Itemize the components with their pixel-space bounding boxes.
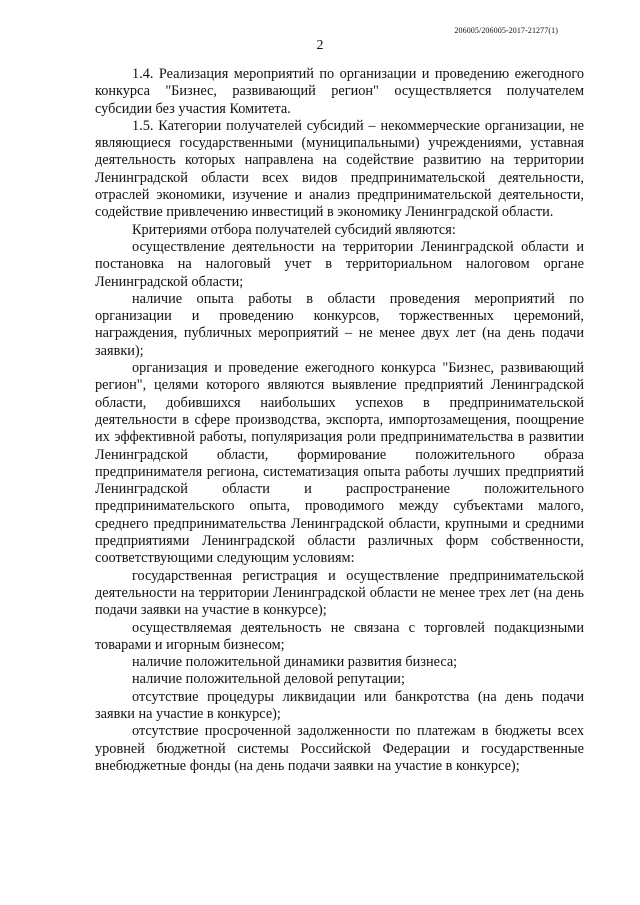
criterion-experience: наличие опыта работы в области проведения мероприятий по организации и проведению конкурсов, торжественных церемоний, награждения, публичных мероприятий – не менее двух лет (на день подачи заявки); — [95, 290, 584, 359]
condition-reputation: наличие положительной деловой репутации; — [132, 671, 405, 688]
criterion-contest-organization: организация и проведение ежегодного конкурса "Бизнес, развивающий регион", целями которого являются выявление предприятий Ленинградской области, добившихся наибольших успехов в предпринимательской деятельности в сфере производства, экспорта, импортозамещения, поощрение их эффективной работы, популяризация роли предпринимательства в развитии Ленинградской области, формирование положительного образа предпринимателя региона, систематизация опыта работы лучших предприятий Ленинградской области и распространение положительного предпринимательского опыта, проводимого между субъектами малого, среднего предпринимательства Ленинградской области, крупными и средними предприятиями Ленинградской области различных форм собственности, соответствующими следующим условиям: — [95, 360, 584, 567]
document-code: 206005/206005-2017-21277(1) — [454, 26, 558, 35]
condition-registration: государственная регистрация и осуществление предпринимательской деятельности на территории Ленинградской области не менее трех лет (на день подачи заявки на участие в конкурсе); — [95, 567, 584, 619]
condition-no-liquidation: отсутствие процедуры ликвидации или банкротства (на день подачи заявки на участие в конкурсе); — [95, 688, 584, 722]
selection-criteria-heading: Критериями отбора получателей субсидий являются: — [132, 221, 456, 238]
paragraph-1-5: 1.5. Категории получателей субсидий – некоммерческие организации, не являющиеся государственными (муниципальными) учреждениями, уставная деятельность которых направлена на содействие развитию на территории Ленинградской области всех видов предпринимательской деятельности, отраслей экономики, изучение и анализ предпринимательской деятельности, содействие привлечению инвестиций в экономику Ленинградской области. — [95, 117, 584, 221]
criterion-territory: осуществление деятельности на территории Ленинградской области и постановка на налоговый учет в территориальном налоговом органе Ленинградской области; — [95, 238, 584, 290]
page-number: 2 — [316, 38, 324, 53]
condition-business-growth: наличие положительной динамики развития бизнеса; — [132, 654, 458, 671]
paragraph-1-4: 1.4. Реализация мероприятий по организации и проведению ежегодного конкурса "Бизнес, развивающий регион" осуществляется получателем субсидии без участия Комитета. — [95, 66, 584, 117]
condition-no-debt: отсутствие просроченной задолженности по платежам в бюджеты всех уровней бюджетной системы Российской Федерации и государственные внебюджетные фонды (на день подачи заявки на участие в конкурсе); — [95, 723, 584, 774]
condition-excise-goods: осуществляемая деятельность не связана с торговлей подакцизными товарами и игорным бизнесом; — [95, 619, 584, 653]
document-body — [95, 66, 584, 775]
